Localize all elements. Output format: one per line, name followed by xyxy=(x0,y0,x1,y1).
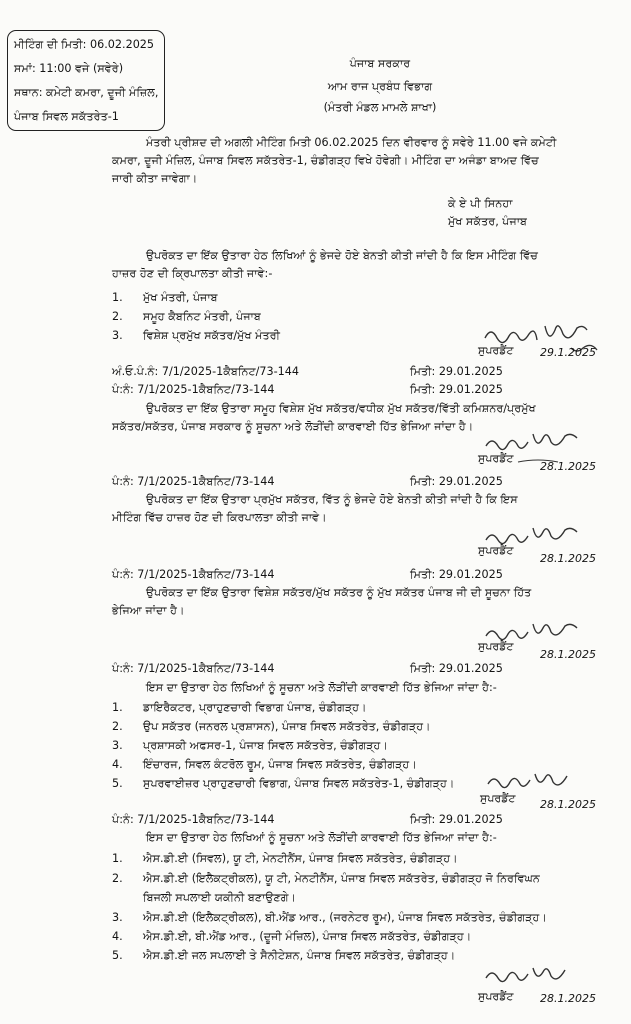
endorsement-ref: ਪੰ:ਨੰ: 7/1/2025-1ਕੈਬਨਿਟ/73-144 xyxy=(112,383,275,396)
endorsement-ref: ਅੰ.ਓ.ਪੰ.ਨੰ: 7/1/2025-1ਕੈਬਨਿਟ/73-144 xyxy=(112,365,300,378)
signature-date: 28.1.2025 xyxy=(540,460,596,473)
intro-line: ਜਾਰੀ ਕੀਤਾ ਜਾਵੇਗਾ। xyxy=(112,172,198,185)
chief-secretary-name: ਕੇ ਏ ਪੀ ਸਿਨਹਾ xyxy=(448,197,513,210)
intro-line: ਕਮਰਾ, ਦੂਜੀ ਮੰਜ਼ਿਲ, ਪੰਜਾਬ ਸਿਵਲ ਸਕੱਤਰੇਤ-1, ਚੰਡੀਗੜ੍ਹ ਵਿਖੇ ਹੋਵੇਗੀ। ਮੀਟਿੰਗ ਦਾ ਅਜੰਡਾ ਬਾਅਦ ਵਿੱਚ xyxy=(112,154,539,167)
list-item: 5. ਐਸ.ਡੀ.ਈ ਜਲ ਸਪਲਾਈ ਤੇ ਸੈਨੀਟੇਸ਼ਨ, ਪੰਜਾਬ ਸਿਵਲ ਸਕੱਤਰੇਤ, ਚੰਡੀਗੜ੍ਹ। xyxy=(112,949,456,962)
endorsement-text: ਉਪਰੋਕਤ ਦਾ ਇੱਕ ਉਤਾਰਾ ਵਿਸ਼ੇਸ਼ ਸਕੱਤਰ/ਮੁੱਖ ਸਕੱਤਰ ਨੂੰ ਮੁੱਖ ਸਕੱਤਰ ਪੰਜਾਬ ਜੀ ਦੀ ਸੂਚਨਾ ਹਿੱਤ xyxy=(146,586,532,599)
endorsement-ref: ਪੰ:ਨੰ: 7/1/2025-1ਕੈਬਨਿਟ/73-144 xyxy=(112,662,275,675)
signature-date: 28.1.2025 xyxy=(540,798,596,811)
meeting-place: ਸਥਾਨ: ਕਮੇਟੀ ਕਮਰਾ, ਦੂਜੀ ਮੰਜ਼ਿਲ, xyxy=(14,86,159,99)
govt-name: ਪੰਜਾਬ ਸਰਕਾਰ xyxy=(349,57,411,70)
meeting-place-line2: ਪੰਜਾਬ ਸਿਵਲ ਸਕੱਤਰੇਤ-1 xyxy=(14,110,119,123)
endorsement-text: ਸਕੱਤਰ/ਸਕੱਤਰ, ਪੰਜਾਬ ਸਰਕਾਰ ਨੂੰ ਸੂਚਨਾ ਅਤੇ ਲੋੜੀਂਦੀ ਕਾਰਵਾਈ ਹਿੱਤ ਭੇਜਿਆ ਜਾਂਦਾ ਹੈ। xyxy=(112,420,474,433)
endorsement-date: ਮਿਤੀ: 29.01.2025 xyxy=(410,568,503,581)
signature-date: 28.1.2025 xyxy=(540,552,596,565)
list-item: 2. ਸਮੂਹ ਕੈਬਨਿਟ ਮੰਤਰੀ, ਪੰਜਾਬ xyxy=(112,310,261,323)
signature-date: 28.1.2025 xyxy=(540,648,596,661)
superintendent-label: ਸੁਪਰਡੈਂਟ xyxy=(478,544,514,557)
endorsement-ref: ਪੰ:ਨੰ: 7/1/2025-1ਕੈਬਨਿਟ/73-144 xyxy=(112,568,275,581)
endorsement-text: ਉਪਰੋਕਤ ਦਾ ਇੱਕ ਉਤਾਰਾ ਸਮੂਹ ਵਿਸ਼ੇਸ਼ ਮੁੱਖ ਸਕੱਤਰ/ਵਧੀਕ ਮੁੱਖ ਸਕੱਤਰ/ਵਿੱਤੀ ਕਮਿਸ਼ਨਰ/ਪ੍ਰਮੁੱਖ xyxy=(146,402,536,415)
intro-line: ਮੰਤਰੀ ਪ੍ਰੀਸ਼ਦ ਦੀ ਅਗਲੀ ਮੀਟਿੰਗ ਮਿਤੀ 06.02.2025 ਦਿਨ ਵੀਰਵਾਰ ਨੂੰ ਸਵੇਰੇ 11.00 ਵਜੇ ਕਮੇਟੀ xyxy=(146,136,557,149)
endorsement-text: ਉਪਰੋਕਤ ਦਾ ਇੱਕ ਉਤਾਰਾ ਪ੍ਰਮੁੱਖ ਸਕੱਤਰ, ਵਿੱਤ ਨੂੰ ਭੇਜਦੇ ਹੋਏ ਬੇਨਤੀ ਕੀਤੀ ਜਾਂਦੀ ਹੈ ਕਿ ਇਸ xyxy=(146,493,518,506)
endorsement-date: ਮਿਤੀ: 29.01.2025 xyxy=(410,813,503,826)
list-item: 5. ਸੁਪਰਵਾਈਜ਼ਰ ਪ੍ਰਾਹੁਣਚਾਰੀ ਵਿਭਾਗ, ਪੰਜਾਬ ਸਿਵਲ ਸਕੱਤਰੇਤ-1, ਚੰਡੀਗੜ੍ਹ। xyxy=(112,777,455,790)
request-line: ਉਪਰੋਕਤ ਦਾ ਇੱਕ ਉਤਾਰਾ ਹੇਠ ਲਿਖਿਆਂ ਨੂੰ ਭੇਜਦੇ ਹੋਏ ਬੇਨਤੀ ਕੀਤੀ ਜਾਂਦੀ ਹੈ ਕਿ ਇਸ ਮੀਟਿੰਗ ਵਿੱਚ xyxy=(146,249,538,262)
endorsement-ref: ਪੰ:ਨੰ: 7/1/2025-1ਕੈਬਨਿਟ/73-144 xyxy=(112,813,275,826)
request-line: ਹਾਜ਼ਰ ਹੋਣ ਦੀ ਕ੍ਰਿਪਾਲਤਾ ਕੀਤੀ ਜਾਵੇ:- xyxy=(112,267,273,280)
list-item: 2. ਐਸ.ਡੀ.ਈ (ਇਲੈਕਟ੍ਰੀਕਲ), ਯੂ ਟੀ, ਮੇਨਟੀਨੈਂਸ, ਪੰਜਾਬ ਸਿਵਲ ਸਕੱਤਰੇਤ, ਚੰਡੀਗੜ੍ਹ ਜੋ ਨਿਰਵਿਘਨ xyxy=(112,872,540,885)
superintendent-label: ਸੁਪਰਡੈਂਟ xyxy=(478,344,514,357)
superintendent-label: ਸੁਪਰਡੈਂਟ xyxy=(478,640,514,653)
list-item: 3. ਵਿਸ਼ੇਸ਼ ਪ੍ਰਮੁੱਖ ਸਕੱਤਰ/ਮੁੱਖ ਮੰਤਰੀ xyxy=(112,329,281,342)
department-name: ਆਮ ਰਾਜ ਪ੍ਰਬੰਧ ਵਿਭਾਗ xyxy=(327,80,433,93)
meeting-time: ਸਮਾਂ: 11:00 ਵਜੇ (ਸਵੇਰੇ) xyxy=(14,62,124,75)
branch-name: (ਮੰਤਰੀ ਮੰਡਲ ਮਾਮਲੇ ਸ਼ਾਖਾ) xyxy=(323,101,437,114)
superintendent-label: ਸੁਪਰਡੈਂਟ xyxy=(480,792,516,805)
list-item: 2. ਉਪ ਸਕੱਤਰ (ਜਨਰਲ ਪ੍ਰਸ਼ਾਸਨ), ਪੰਜਾਬ ਸਿਵਲ ਸਕੱਤਰੇਤ, ਚੰਡੀਗੜ੍ਹ। xyxy=(112,720,431,733)
endorsement-date: ਮਿਤੀ: 29.01.2025 xyxy=(410,383,503,396)
list-item: 4. ਐਸ.ਡੀ.ਈ, ਬੀ.ਐਂਡ ਆਰ., (ਦੂਜੀ ਮੰਜ਼ਿਲ), ਪੰਜਾਬ ਸਿਵਲ ਸਕੱਤਰੇਤ, ਚੰਡੀਗੜ੍ਹ। xyxy=(112,930,472,943)
endorsement-ref: ਪੰ:ਨੰ: 7/1/2025-1ਕੈਬਨਿਟ/73-144 xyxy=(112,475,275,488)
endorsement-text: ਮੀਟਿੰਗ ਵਿੱਚ ਹਾਜ਼ਰ ਹੋਣ ਦੀ ਕਿਰਪਾਲਤਾ ਕੀਤੀ ਜਾਵੇ। xyxy=(112,511,327,524)
list-item: 1. ਮੁੱਖ ਮੰਤਰੀ, ਪੰਜਾਬ xyxy=(112,291,218,304)
list-item: 4. ਇੰਚਾਰਜ, ਸਿਵਲ ਕੰਟਰੋਲ ਰੂਮ, ਪੰਜਾਬ ਸਿਵਲ ਸਕੱਤਰੇਤ, ਚੰਡੀਗੜ੍ਹ। xyxy=(112,758,417,771)
endorsement-date: ਮਿਤੀ: 29.01.2025 xyxy=(410,365,503,378)
endorsement-date: ਮਿਤੀ: 29.01.2025 xyxy=(410,475,503,488)
list-item: 1. ਐਸ.ਡੀ.ਈ (ਸਿਵਲ), ਯੂ ਟੀ, ਮੇਨਟੀਨੈਂਸ, ਪੰਜਾਬ ਸਿਵਲ ਸਕੱਤਰੇਤ, ਚੰਡੀਗੜ੍ਹ। xyxy=(112,852,458,865)
list-item-continuation: ਬਿਜਲੀ ਸਪਲਾਈ ਯਕੀਨੀ ਬਣਾਉਣਗੇ। xyxy=(143,891,297,904)
superintendent-label: ਸੁਪਰਡੈਂਟ xyxy=(478,452,514,465)
endorsement-text: ਇਸ ਦਾ ਉਤਾਰਾ ਹੇਠ ਲਿਖਿਆਂ ਨੂੰ ਸੂਚਨਾ ਅਤੇ ਲੋੜੀਂਦੀ ਕਾਰਵਾਈ ਹਿੱਤ ਭੇਜਿਆ ਜਾਂਦਾ ਹੈ:- xyxy=(146,831,497,844)
list-item: 1. ਡਾਇਰੈਕਟਰ, ਪ੍ਰਾਹੁਣਚਾਰੀ ਵਿਭਾਗ ਪੰਜਾਬ, ਚੰਡੀਗੜ੍ਹ। xyxy=(112,701,367,714)
endorsement-text: ਇਸ ਦਾ ਉਤਾਰਾ ਹੇਠ ਲਿਖਿਆਂ ਨੂੰ ਸੂਚਨਾ ਅਤੇ ਲੋੜੀਂਦੀ ਕਾਰਵਾਈ ਹਿੱਤ ਭੇਜਿਆ ਜਾਂਦਾ ਹੈ:- xyxy=(146,681,497,694)
endorsement-text: ਭੇਜਿਆ ਜਾਂਦਾ ਹੈ। xyxy=(112,604,185,617)
list-item: 3. ਐਸ.ਡੀ.ਈ (ਇਲੈਕਟ੍ਰੀਕਲ), ਬੀ.ਐਂਡ ਆਰ., (ਜਰਨੇਟਰ ਰੂਮ), ਪੰਜਾਬ ਸਿਵਲ ਸਕੱਤਰੇਤ, ਚੰਡੀਗੜ੍ਹ। xyxy=(112,911,547,924)
chief-secretary-title: ਮੁੱਖ ਸਕੱਤਰ, ਪੰਜਾਬ xyxy=(448,215,528,228)
superintendent-label: ਸੁਪਰਡੈਂਟ xyxy=(478,990,514,1003)
list-item: 3. ਪ੍ਰਸ਼ਾਸਕੀ ਅਫਸਰ-1, ਪੰਜਾਬ ਸਿਵਲ ਸਕੱਤਰੇਤ, ਚੰਡੀਗੜ੍ਹ। xyxy=(112,739,388,752)
meeting-date: ਮੀਟਿੰਗ ਦੀ ਮਿਤੀ: 06.02.2025 xyxy=(14,38,155,51)
endorsement-date: ਮਿਤੀ: 29.01.2025 xyxy=(410,662,503,675)
signature-date: 28.1.2025 xyxy=(540,992,596,1005)
signature-date: 29.1.2025 xyxy=(540,346,596,359)
